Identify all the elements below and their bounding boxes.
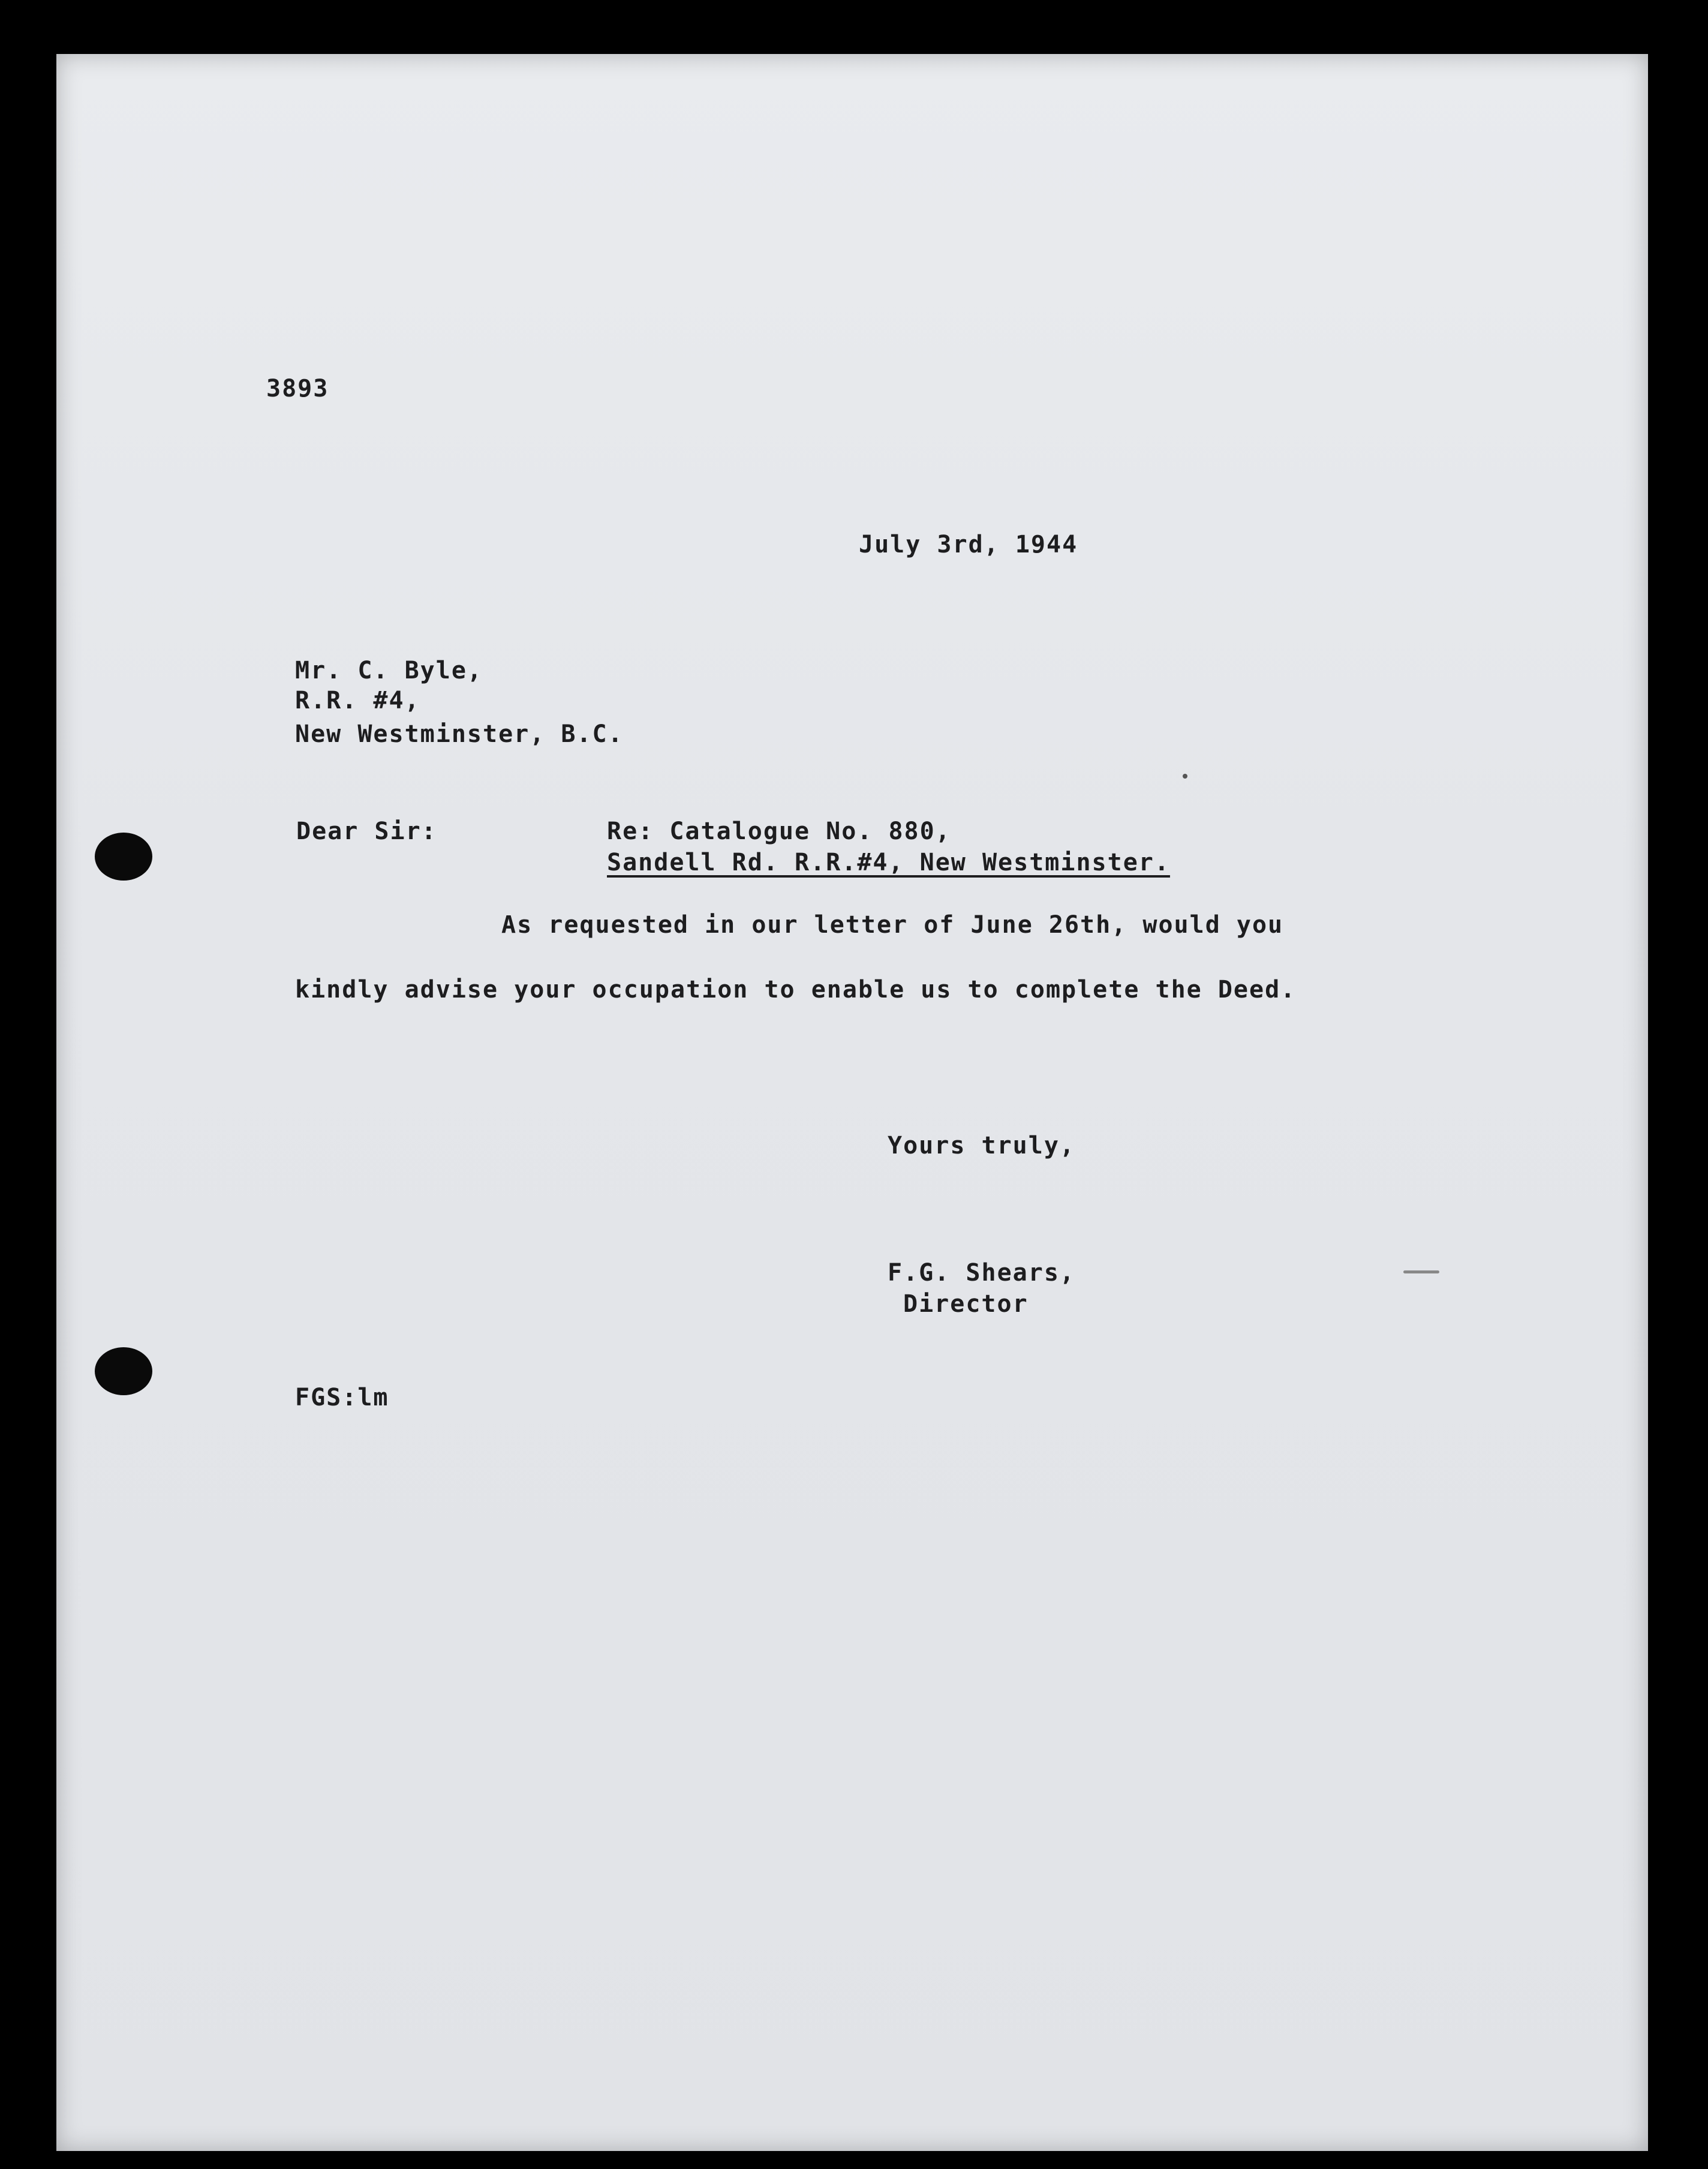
signatory-title: Director: [903, 1290, 1029, 1318]
body-line-1: As requested in our letter of June 26th, would you: [501, 911, 1284, 939]
paper-speck: [1403, 1270, 1439, 1273]
punch-hole-bottom: [95, 1347, 152, 1395]
reference-address: Sandell Rd. R.R.#4, New Westminster.: [607, 849, 1170, 876]
recipient-city: New Westminster, B.C.: [295, 720, 624, 748]
reference-line: Re: Catalogue No. 880,: [607, 818, 951, 845]
letter-date: July 3rd, 1944: [859, 531, 1078, 558]
signatory-name: F.G. Shears,: [888, 1259, 1075, 1287]
recipient-name: Mr. C. Byle,: [295, 657, 483, 684]
punch-hole-top: [95, 833, 152, 881]
closing: Yours truly,: [888, 1132, 1075, 1159]
salutation: Dear Sir:: [296, 818, 437, 845]
file-number: 3893: [266, 375, 329, 402]
paper-speck: [1183, 774, 1187, 779]
recipient-route: R.R. #4,: [295, 687, 420, 714]
letter-page: [56, 54, 1648, 2151]
body-line-2: kindly advise your occupation to enable us to complete the Deed.: [295, 976, 1297, 1004]
typist-initials: FGS:lm: [295, 1384, 389, 1411]
